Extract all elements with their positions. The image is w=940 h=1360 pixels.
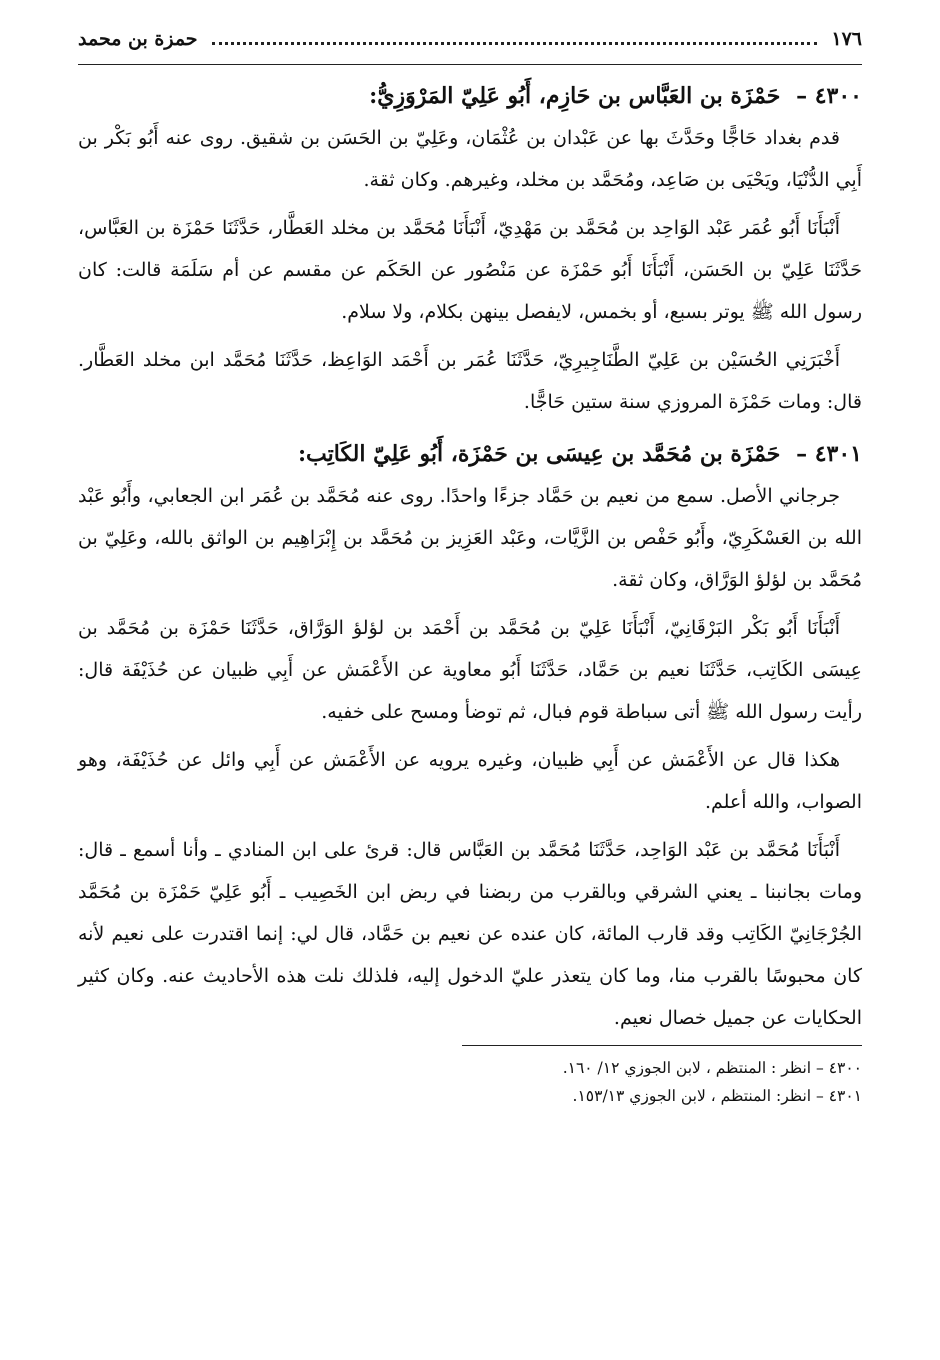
entry-heading	[78, 79, 862, 113]
entry-paragraph: أَنْبَأَنَا أَبُو عُمَر عَبْد الوَاحِد بن مُحَمَّد بن مَهْدِيّ، أَنْبَأَنَا مُحَمَّد بن مخلد العَطَّار، حَدَّثَنَا حَمْزَة بن العَبَّاس، حَدَّثَنَا عَلِيّ بن الحَسَن، أَنْبَأَنَا أَبُو حَمْزَة عن مَنْصُور عن الحَكَم عن مقسم عن أم سَلَمَة قالت: كان رسول الله ﷺ يوتر بسبع، أو بخمس، لايفصل بينهن بكلام، ولا سلام.	[78, 217, 862, 323]
entry-paragraph: قدم بغداد حَاجًّا وحَدَّثَ بها عن عَبْدان بن عُثْمَان، وعَلِيّ بن الحَسَن بن شقيق. روى عنه أَبُو بَكْر بن أَبِي الدُّنْيَا، ويَحْيَى بن صَاعِد، ومُحَمَّد بن مخلد، وغيرهم. وكان ثقة.	[78, 127, 862, 191]
dotted-leader	[212, 41, 818, 45]
footnote: ٤٣٠٠ – انظر : المنتظم ، لابن الجوزي ١٢/ ١٦٠.	[562, 1059, 862, 1077]
entry-heading	[78, 437, 862, 471]
entry-paragraph: جرجاني الأصل. سمع من نعيم بن حَمَّاد جزءًا واحدًا. روى عنه مُحَمَّد بن عُمَر ابن الجعابي، وأَبُو عَبْد الله بن العَسْكَرِيّ، وأَبُو حَفْص بن الزَّيَّات، وعَبْد العَزِيز بن مُحَمَّد بن إِبْرَاهِيم بن الواثق بالله، وعَلِيّ بن مُحَمَّد بن لؤلؤ الوَرَّاق، وكان ثقة.	[78, 485, 862, 591]
entry-name: حَمْزَة بن مُحَمَّد بن عِيسَى بن حَمْزَة، أَبُو عَلِيّ الكَاتِب:	[297, 441, 781, 467]
entry-name: حَمْزَة بن العَبَّاس بن حَازِم، أَبُو عَلِيّ المَرْوَزِيُّ:	[369, 83, 781, 109]
entry-paragraph: أَخْبَرَنِي الحُسَيْن بن عَلِيّ الطَّنَاجِيرِيّ، حَدَّثَنَا عُمَر بن أَحْمَد الوَاعِظ، حَدَّثَنَا مُحَمَّد ابن مخلد العَطَّار. قال: ومات حَمْزَة المروزي سنة ستين حَاجًّا.	[78, 349, 862, 413]
book-page	[78, 28, 862, 1110]
entry-paragraph: هكذا قال عن الأَعْمَش عن أَبِي ظبيان، وغيره يرويه عن الأَعْمَش عن أَبِي وائل عن حُذَيْفَة، وهو الصواب، والله أعلم.	[78, 749, 862, 813]
page-number: ١٧٦	[831, 28, 862, 50]
entry-4300	[78, 79, 862, 423]
entry-paragraph: أَنْبَأَنَا مُحَمَّد بن عَبْد الوَاحِد، حَدَّثَنَا مُحَمَّد بن العَبَّاس قال: قرئ على ابن المنادي ـ وأنا أسمع ـ قال: ومات بجانبنا ـ يعني الشرقي وبالقرب من ربضنا في ربض ابن الخَصِيب ـ أَبُو عَلِيّ حَمْزَة بن مُحَمَّد الجُرْجَانِيّ الكَاتِب وقد قارب المائة، كان عنده عن نعيم بن حَمَّاد، قال لي: إنما اقتدرت على نعيم لأنه كان محبوسًا بالقرب منا، وما كان يتعذر عليّ الدخول إليه، فلذلك نلت هذه الأحاديث عنه. وكان كثير الحكايات عن جميل خصال نعيم.	[78, 839, 862, 1029]
footnote: ٤٣٠١ – انظر: المنتظم ، لابن الجوزي ١٥٣/١٣.	[572, 1087, 862, 1105]
entry-4301	[78, 437, 862, 1039]
entry-number: ٤٣٠١ –	[796, 441, 862, 467]
footnotes	[462, 1045, 862, 1110]
running-header	[78, 28, 862, 65]
entry-paragraph: أَنْبَأَنَا أَبُو بَكْر البَرْقَانِيّ، أَنْبَأَنَا عَلِيّ بن مُحَمَّد بن أَحْمَد بن لؤلؤ الوَرَّاق، حَدَّثَنَا حَمْزَة بن مُحَمَّد بن عِيسَى الكَاتِب، حَدَّثَنَا نعيم بن حَمَّاد، حَدَّثَنَا أَبُو معاوية عن الأَعْمَش عن أَبِي ظبيان عن حُذَيْفَة قال: رأيت رسول الله ﷺ أتى سباطة قوم فبال، ثم توضأ ومسح على خفيه.	[78, 617, 862, 723]
running-title: حمزة بن محمد	[78, 28, 198, 50]
entry-number: ٤٣٠٠ –	[796, 83, 862, 109]
